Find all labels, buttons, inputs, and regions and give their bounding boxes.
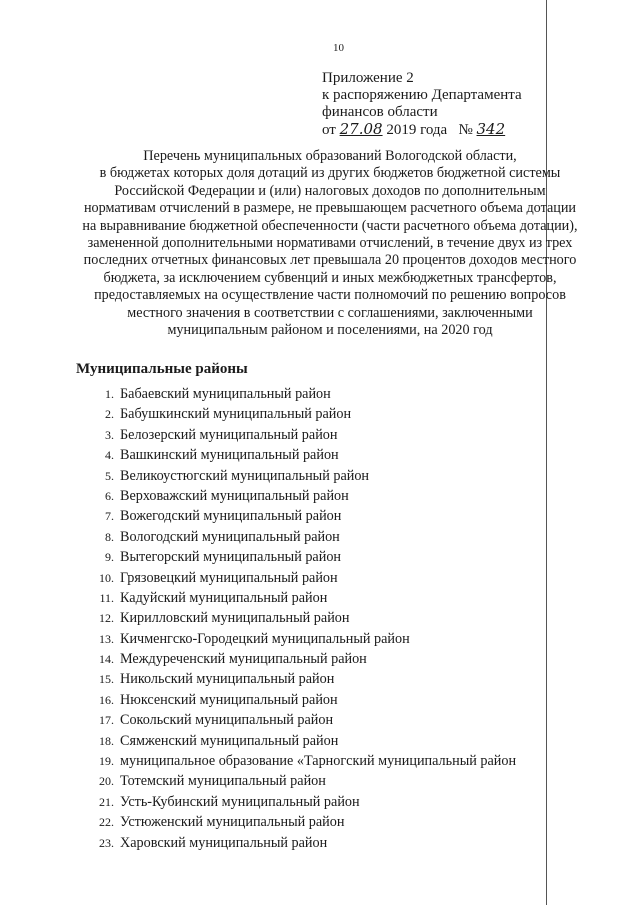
item-name: Харовский муниципальный район — [120, 834, 328, 851]
appendix-line-1: Приложение 2 — [322, 70, 414, 86]
item-number: 5. — [105, 468, 114, 483]
title-line: Перечень муниципальных образований Вологодской области, — [143, 148, 517, 164]
date-prefix: от — [322, 122, 336, 138]
page-number: 10 — [333, 42, 344, 54]
item-name: Вологодский муниципальный район — [120, 528, 340, 545]
item-number: 8. — [105, 529, 114, 544]
item-number: 2. — [105, 407, 114, 422]
item-number: 3. — [105, 427, 114, 442]
item-name: Великоустюгский муниципальный район — [120, 467, 370, 484]
title-line: муниципальным районом и поселениями, на 2020 год — [167, 322, 493, 339]
title-line: на выравнивание бюджетной обеспеченности (части расчетного объема дотации), — [82, 217, 578, 234]
item-name: Сокольский муниципальный район — [120, 712, 334, 729]
list-item — [84, 404, 516, 424]
item-name: Усть-Кубинский муниципальный район — [120, 793, 360, 810]
item-number: 15. — [99, 672, 114, 687]
section-heading: Муниципальные районы — [76, 361, 248, 377]
list-item — [84, 731, 516, 751]
appendix-line-3: финансов области — [322, 104, 438, 120]
list-item — [84, 547, 516, 567]
item-number: 12. — [99, 611, 114, 626]
title-line: предоставляемых на осуществление части полномочий по решению вопросов — [94, 287, 566, 304]
list-item — [84, 690, 516, 710]
list-item — [84, 771, 516, 791]
title-line: последних отчетных финансовых лет превышала 20 процентов доходов местного — [83, 252, 577, 269]
item-number: 22. — [99, 815, 114, 830]
item-number: 10. — [99, 570, 114, 585]
list-item — [84, 710, 516, 730]
list-item — [84, 486, 516, 506]
item-number: 23. — [99, 835, 114, 850]
item-number: 6. — [105, 488, 114, 503]
item-name: Нюксенский муниципальный район — [120, 691, 338, 708]
item-number: 14. — [99, 652, 114, 667]
list-item — [84, 506, 516, 526]
item-number: 9. — [105, 550, 114, 565]
list-item — [84, 792, 516, 812]
item-number: 17. — [99, 713, 114, 728]
item-name: Вытегорский муниципальный район — [120, 549, 342, 566]
list-item — [84, 527, 516, 547]
handwritten-number: 342 — [476, 120, 506, 138]
list-item — [84, 812, 516, 832]
title-line: бюджета, за исключением субвенций и иных межбюджетных трансфертов, — [103, 269, 557, 286]
list-item — [84, 568, 516, 588]
item-name: Верховажский муниципальный район — [120, 487, 349, 504]
year: 2019 года — [386, 122, 448, 138]
districts-list — [84, 384, 516, 853]
item-name: Грязовецкий муниципальный район — [120, 569, 338, 586]
item-name: муниципальное образование «Тарногский муниципальный район — [120, 753, 517, 770]
document-title — [40, 148, 620, 339]
list-item — [84, 751, 516, 771]
item-number: 16. — [99, 692, 114, 707]
item-number: 11. — [99, 590, 114, 605]
item-name: Кадуйский муниципальный район — [120, 589, 328, 606]
appendix-date-line — [322, 121, 522, 139]
item-number: 7. — [105, 509, 114, 524]
list-item — [84, 608, 516, 628]
item-number: 21. — [99, 794, 114, 809]
item-name: Междуреченский муниципальный район — [120, 651, 367, 668]
list-item — [84, 445, 516, 465]
scan-edge-line — [546, 0, 547, 905]
title-line: в бюджетах которых доля дотаций из других бюджетов бюджетной системы — [99, 165, 561, 182]
item-number: 20. — [99, 774, 114, 789]
list-item — [84, 588, 516, 608]
list-item — [84, 669, 516, 689]
item-number: 4. — [105, 448, 114, 463]
handwritten-date: 27.08 — [339, 120, 383, 138]
list-item — [84, 425, 516, 445]
item-number: 1. — [105, 387, 114, 401]
item-name: Белозерский муниципальный район — [120, 426, 338, 443]
title-line: Российской Федерации и (или) налоговых доходов по дополнительным — [114, 182, 546, 199]
title-line: местного значения в соответствии с соглашениями, заключенными — [127, 304, 533, 321]
item-name: Вашкинский муниципальный район — [120, 447, 339, 464]
item-number: 13. — [99, 631, 114, 646]
list-item — [84, 833, 516, 853]
list-item — [84, 629, 516, 649]
item-name: Кирилловский муниципальный район — [120, 610, 350, 627]
item-name: Вожегодский муниципальный район — [120, 508, 342, 525]
item-name: Тотемский муниципальный район — [120, 773, 326, 790]
item-number: 18. — [99, 733, 114, 748]
list-item — [84, 466, 516, 486]
title-line: нормативам отчислений в размере, не превышающем расчетного объема дотации — [83, 200, 577, 217]
item-name: Устюженский муниципальный район — [120, 814, 345, 831]
item-name: Сямженский муниципальный район — [120, 732, 339, 749]
list-item — [84, 384, 516, 404]
title-line: замененной дополнительными нормативами отчислений, в течение двух из трех — [87, 235, 573, 252]
item-name: Бабаевский муниципальный район — [120, 386, 331, 402]
appendix-header — [322, 70, 522, 139]
item-name: Никольский муниципальный район — [120, 671, 335, 688]
item-number: 19. — [99, 754, 114, 769]
item-name: Кичменгско-Городецкий муниципальный район — [120, 630, 410, 647]
list-item — [84, 649, 516, 669]
number-prefix: № — [458, 122, 473, 138]
item-name: Бабушкинский муниципальный район — [120, 406, 352, 423]
appendix-line-2: к распоряжению Департамента — [322, 87, 522, 103]
